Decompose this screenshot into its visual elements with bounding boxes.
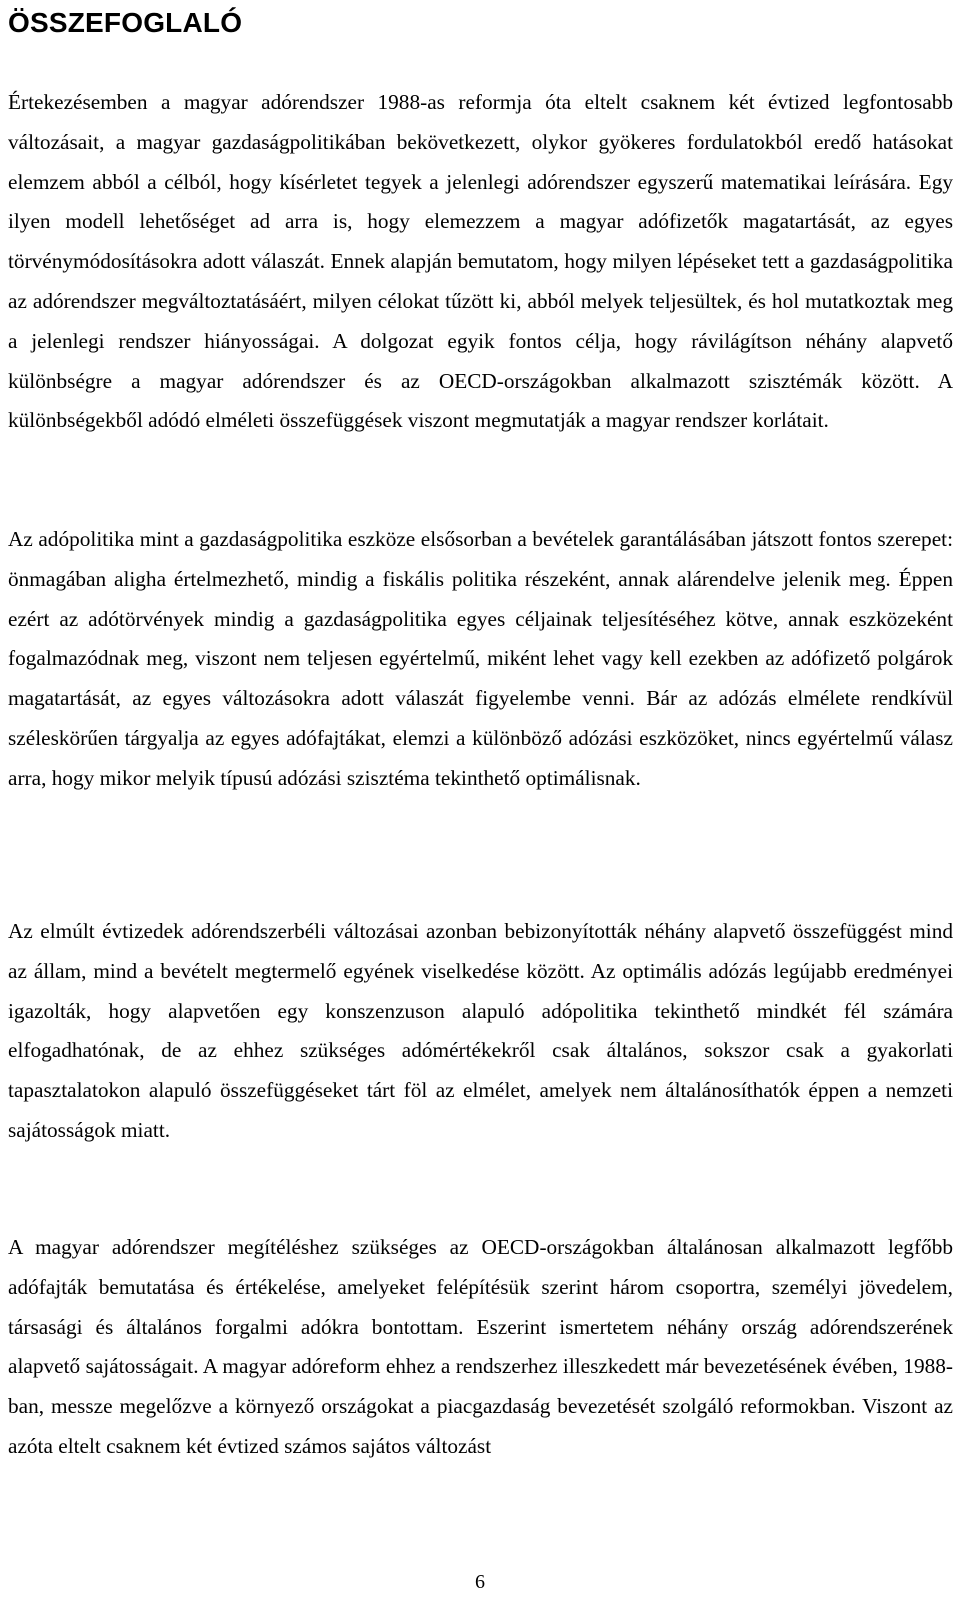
page-number: 6 [475,1571,485,1593]
paragraph-recent-changes: Az elmúlt évtizedek adórendszerbéli változásai azonban bebizonyították néhány alapvető összefüggést mind az állam, mind a bevételt megtermelő egyének viselkedése között. Az optimális adózás legújabb eredményei igazolták, hogy alapvetően egy konszenzuson alapuló adópolitika tekinthető mindkét fél számára elfogadhatónak, de az ehhez szükséges adómértékekről csak általános, sokszor csak a gyakorlati tapasztalatokon alapuló összefüggéseket tárt föl az elmélet, amelyek nem általánosíthatók éppen a nemzeti sajátosságok miatt. [8,919,953,1142]
page-title: ÖSSZEFOGLALÓ [8,7,243,38]
paragraph-tax-policy: Az adópolitika mint a gazdaságpolitika eszköze elsősorban a bevételek garantálásában játszott fontos szerepet: önmagában aligha értelmezhető, mindig a fiskális politika részeként, annak alárendelve jelenik meg. Éppen ezért az adótörvények mindig a gazdaságpolitika egyes céljainak teljesítéséhez kötve, annak eszközeként fogalmazódnak meg, viszont nem teljesen egyértelmű, miként lehet vagy kell ezekben az adófizető polgárok magatartását, az egyes változásokra adott válaszát figyelembe venni. Bár az adózás elmélete rendkívül széleskörűen tárgyalja az egyes adófajtákat, elemzi a különböző adózási eszközöket, nincs egyértelmű válasz arra, hogy mikor melyik típusú adózási szisztéma tekinthető optimálisnak. [8,527,953,790]
paragraph-intro: Értekezésemben a magyar adórendszer 1988-as reformja óta eltelt csaknem két évtized legfontosabb változásait, a magyar gazdaságpolitikában bekövetkezett, olykor gyökeres fordulatokból eredő hatásokat elemzem abból a célból, hogy kísérletet tegyek a jelenlegi adórendszer egyszerű matematikai leírására. Egy ilyen modell lehetőséget ad arra is, hogy elemezzem a magyar adófizetők magatartását, az egyes törvénymódosításokra adott válaszát. Ennek alapján bemutatom, hogy milyen lépéseket tett a gazdaságpolitika az adórendszer megváltoztatásáért, milyen célokat tűzött ki, abból melyek teljesültek, és hol mutatkoztak meg a jelenlegi rendszer hiányosságai. A dolgozat egyik fontos célja, hogy rávilágítson néhány alapvető különbségre a magyar adórendszer és az OECD-országokban alkalmazott szisztémák között. A különbségekből adódó elméleti összefüggések viszont megmutatják a magyar rendszer korlátait. [8,90,953,433]
paragraph-oecd-comparison: A magyar adórendszer megítéléshez szükséges az OECD-országokban általánosan alkalmazott legfőbb adófajták bemutatása és értékelése, amelyeket felépítésük szerint három csoportra, személyi jövedelem, társasági és általános forgalmi adókra bontottam. Eszerint ismertetem néhány ország adórendszerének alapvető sajátosságait. A magyar adóreform ehhez a rendszerhez illeszkedett már bevezetésének évében, 1988-ban, messze megelőzve a környező országokat a piacgazdaság bevezetését szolgáló reformokban. Viszont az azóta eltelt csaknem két évtized számos sajátos változást [8,1235,953,1458]
